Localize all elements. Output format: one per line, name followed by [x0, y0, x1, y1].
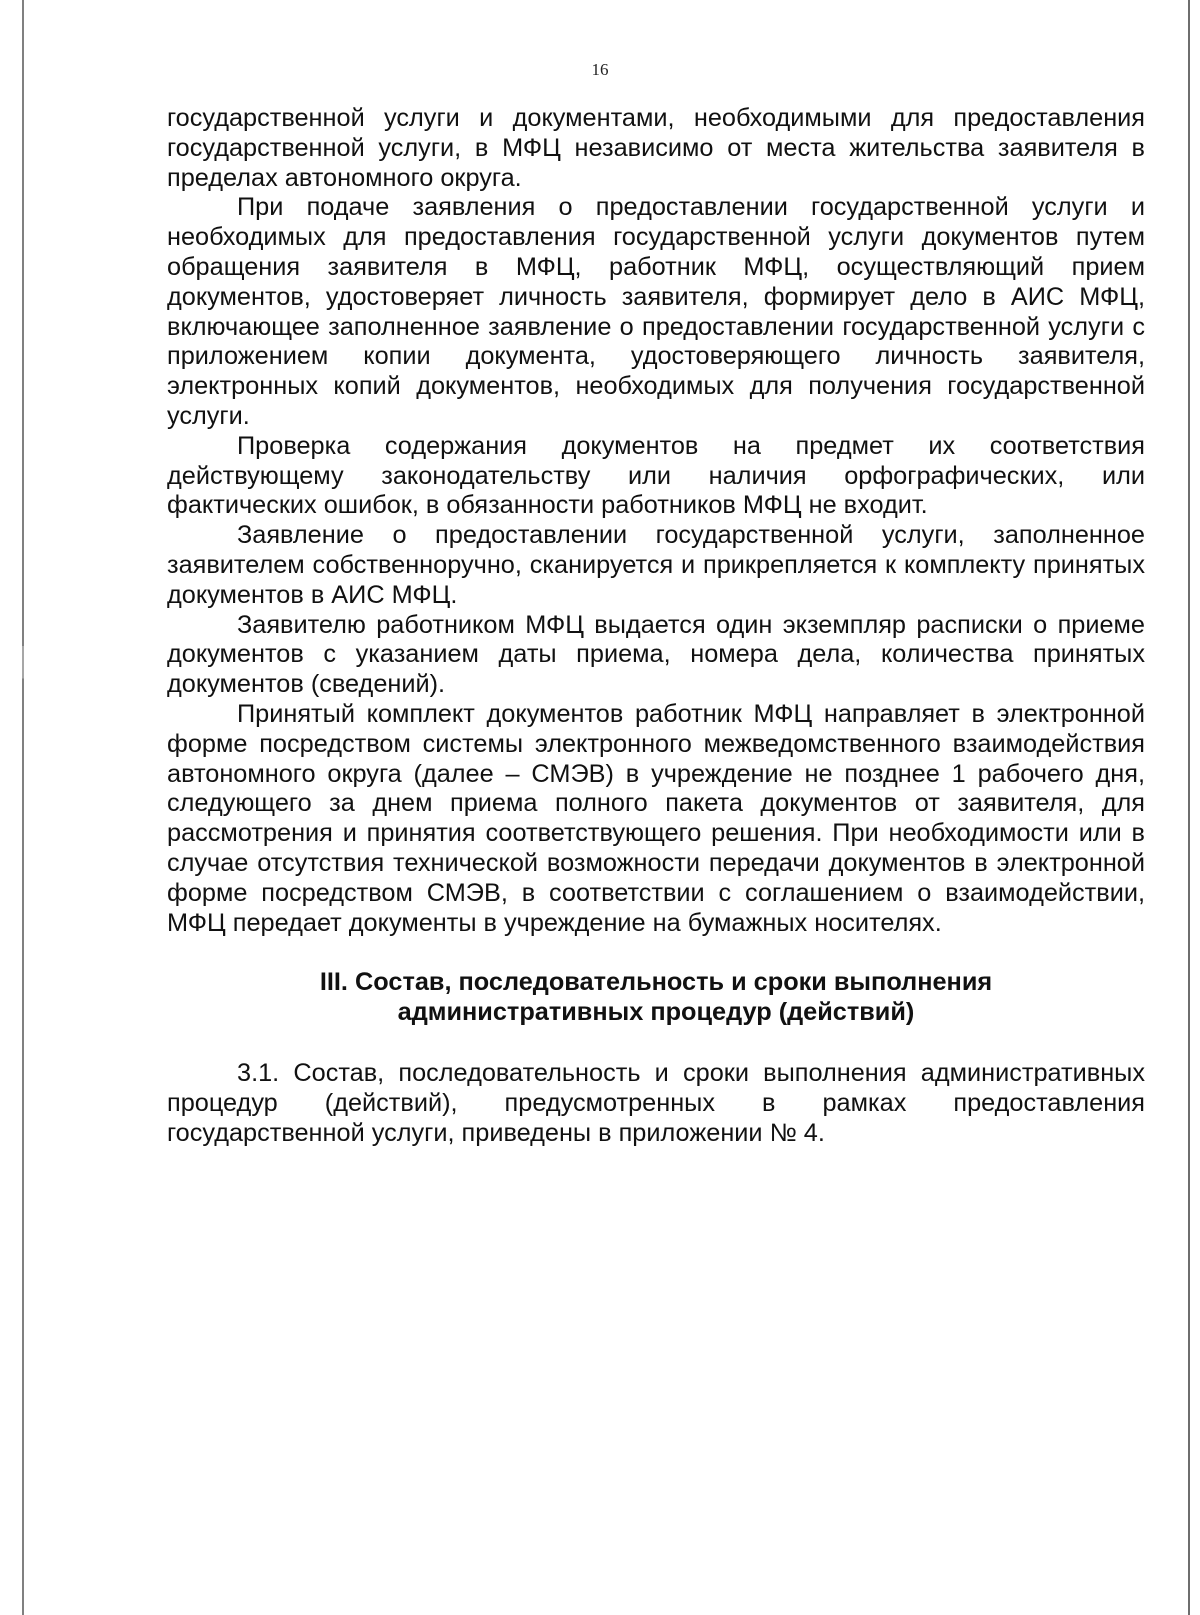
- page-number: 16: [591, 60, 609, 79]
- section-heading-line-2: административных процедур (действий): [397, 998, 915, 1027]
- paragraph-transfer: Принятый комплект документов работник МФЦ направляет в электронной форме посредством системы электронного межведомственного взаимодействия автономного округа (далее – СМЭВ) в учреждение не позднее 1 рабочего дня, следующего за днем приема полного пакета документов от заявителя, для рассмотрения и принятия соответствующего решения. При необходимости или в случае отсутствия технической возможности передачи документов в электронной форме посредством СМЭВ, в соответствии с соглашением о взаимодействии, МФЦ передает документы в учреждение на бумажных носителях.: [167, 699, 1145, 937]
- scan-right-edge: [1188, 0, 1190, 1615]
- paragraph-continuation: государственной услуги и документами, необходимыми для предоставления государственной услуги, в МФЦ независимо от места жительства заявителя в пределах автономного округа.: [167, 104, 1145, 192]
- section-heading-line-1: III. Состав, последовательность и сроки выполнения: [319, 968, 993, 997]
- paragraph-scanning: Заявление о предоставлении государственной услуги, заполненное заявителем собственноручно, сканируется и прикрепляется к комплекту принятых документов в АИС МФЦ.: [167, 521, 1145, 609]
- section-heading: [167, 967, 1145, 1027]
- paragraph-application-submission: При подаче заявления о предоставлении государственной услуги и необходимых для предоставления государственной услуги документов путем обращения заявителя в МФЦ, работник МФЦ, осуществляющий прием документов, удостоверяет личность заявителя, формирует дело в АИС МФЦ, включающее заполненное заявление о предоставлении государственной услуги с приложением копии документа, удостоверяющего личность заявителя, электронных копий документов, необходимых для получения государственной услуги.: [167, 193, 1145, 430]
- paragraph-content-check: Проверка содержания документов на предмет их соответствия действующему законодательству или наличия орфографических, или фактических ошибок, в обязанности работников МФЦ не входит.: [167, 431, 1145, 520]
- document-body: [167, 104, 1145, 1149]
- scan-left-edge: [22, 0, 24, 1615]
- paragraph-receipt: Заявителю работником МФЦ выдается один экземпляр расписки о приеме документов с указанием даты приема, номера дела, количества принятых документов (сведений).: [167, 610, 1145, 699]
- paragraph-3-1: 3.1. Состав, последовательность и сроки выполнения административных процедур (действий), предусмотренных в рамках предоставления государственной услуги, приведены в приложении № 4.: [167, 1059, 1145, 1147]
